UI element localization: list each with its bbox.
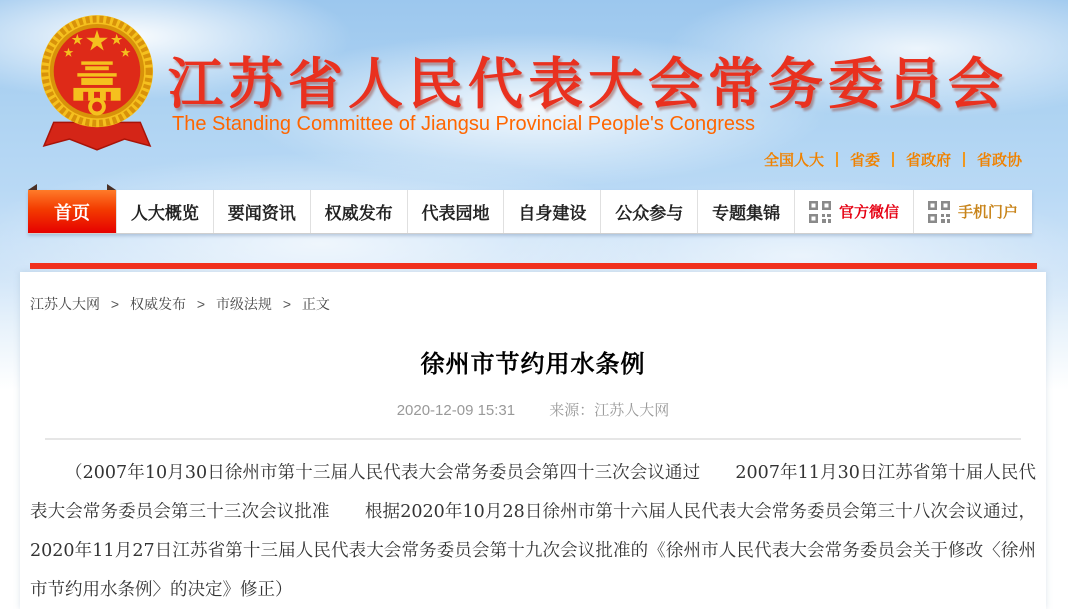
- breadcrumb-item-authoritative-release[interactable]: 权威发布: [129, 296, 186, 312]
- breadcrumb-separator: >: [282, 296, 292, 312]
- breadcrumb-item-home[interactable]: 江苏人大网: [30, 296, 100, 312]
- red-divider-line: [30, 263, 1037, 269]
- content-panel: [20, 272, 1046, 609]
- official-wechat-label: 官方微信: [839, 204, 900, 221]
- nav-item-label: 要闻资讯: [227, 204, 296, 223]
- breadcrumb-item-municipal-regulations[interactable]: 市级法规: [215, 296, 272, 312]
- breadcrumb-separator: >: [110, 296, 120, 312]
- top-link-provincial-committee[interactable]: 省委: [849, 152, 880, 169]
- nav-item-news[interactable]: [213, 190, 310, 233]
- article-body: （2007年10月30日徐州市第十三届人民代表大会常务委员会第四十三次会议通过 2007年11月30日江苏省第十届人民代表大会常务委员会第三十三次会议批准 根据2020年10月28日徐州市第十六届人民代表大会常务委员会第三十八次会议通过，2020年11月27日江苏省第十三届人民代表大会常务委员会第十九次会议批准的《徐州市人民代表大会常务委员会关于修改〈徐州市节约用水条例〉的决定》修正）: [30, 463, 1036, 600]
- qr-code-icon: [809, 201, 831, 223]
- top-link-provincial-government[interactable]: 省政府: [905, 152, 951, 169]
- nav-item-special-topics[interactable]: [697, 190, 794, 233]
- mobile-portal-label: 手机门户: [958, 204, 1019, 221]
- nav-item-label: 首页: [54, 202, 90, 223]
- nav-item-label: 自身建设: [518, 204, 587, 223]
- article-date: 2020-12-09 15:31: [396, 402, 516, 419]
- top-link-npc[interactable]: 全国人大: [763, 152, 824, 169]
- nav-item-label: 代表园地: [421, 204, 490, 223]
- nav-item-label: 人大概览: [130, 204, 199, 223]
- breadcrumb: [20, 272, 1046, 314]
- ribbon-fold-right: [107, 184, 116, 190]
- article-source: 来源：江苏人大网: [549, 402, 670, 419]
- nav-item-self-building[interactable]: [503, 190, 600, 233]
- breadcrumb-item-current: 正文: [301, 296, 330, 312]
- main-nav: [28, 190, 1032, 234]
- top-link-provincial-cppcc[interactable]: 省政协: [976, 152, 1022, 169]
- ribbon-fold-left: [28, 184, 37, 190]
- nav-item-label: 专题集锦: [712, 204, 781, 223]
- article-meta: [20, 399, 1046, 420]
- nav-item-deputies[interactable]: [407, 190, 504, 233]
- breadcrumb-separator: >: [196, 296, 206, 312]
- site-subtitle: The Standing Committee of Jiangsu Provincial People's Congress: [172, 113, 756, 135]
- mobile-portal-link[interactable]: [913, 190, 1032, 233]
- official-wechat-link[interactable]: [794, 190, 913, 233]
- nav-item-home[interactable]: [28, 190, 116, 233]
- top-links: [752, 149, 1034, 170]
- nav-item-authoritative-release[interactable]: [310, 190, 407, 233]
- nav-item-public-participation[interactable]: [600, 190, 697, 233]
- national-emblem-logo: [38, 8, 156, 163]
- nav-item-label: 权威发布: [324, 204, 393, 223]
- nav-item-label: 公众参与: [615, 204, 684, 223]
- article-title: 徐州市节约用水条例: [420, 351, 646, 378]
- qr-code-icon: [928, 201, 950, 223]
- site-title: 江苏省人民代表大会常务委员会: [168, 51, 1009, 116]
- nav-item-overview[interactable]: [116, 190, 213, 233]
- national-emblem-icon: [38, 8, 156, 158]
